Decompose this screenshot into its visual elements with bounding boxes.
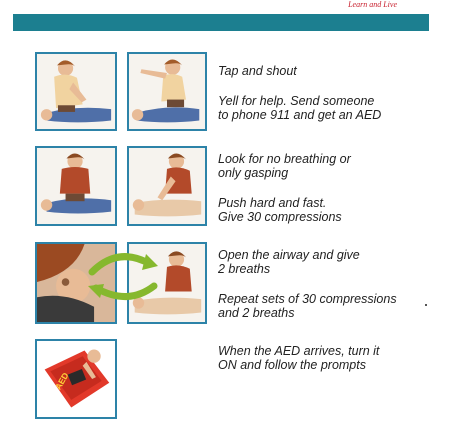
tagline: Learn and Live	[348, 0, 397, 9]
step-tap-and-shout: Tap and shout	[218, 64, 297, 78]
step-yell-for-help: Yell for help. Send someone to phone 911 and get an AED	[218, 94, 382, 122]
illustration-check-breathing	[35, 146, 117, 226]
step-push-hard-fast: Push hard and fast. Give 30 compressions	[218, 196, 342, 224]
step-check-breathing: Look for no breathing or only gasping	[218, 152, 351, 180]
illustration-chest-compressions	[127, 146, 207, 226]
header-banner	[13, 14, 429, 31]
step-open-airway: Open the airway and give 2 breaths	[218, 248, 360, 276]
illustration-tap-and-shout	[35, 52, 117, 131]
illustration-yell-for-help	[127, 52, 207, 131]
step-aed-arrives: When the AED arrives, turn it ON and follow the prompts	[218, 344, 380, 372]
step-repeat-sets: Repeat sets of 30 compressions and 2 breaths	[218, 292, 397, 320]
illustration-aed-device	[35, 339, 117, 419]
cycle-arrows-icon	[84, 246, 164, 306]
stray-dot	[425, 304, 427, 306]
aed-label: AED	[52, 370, 71, 392]
